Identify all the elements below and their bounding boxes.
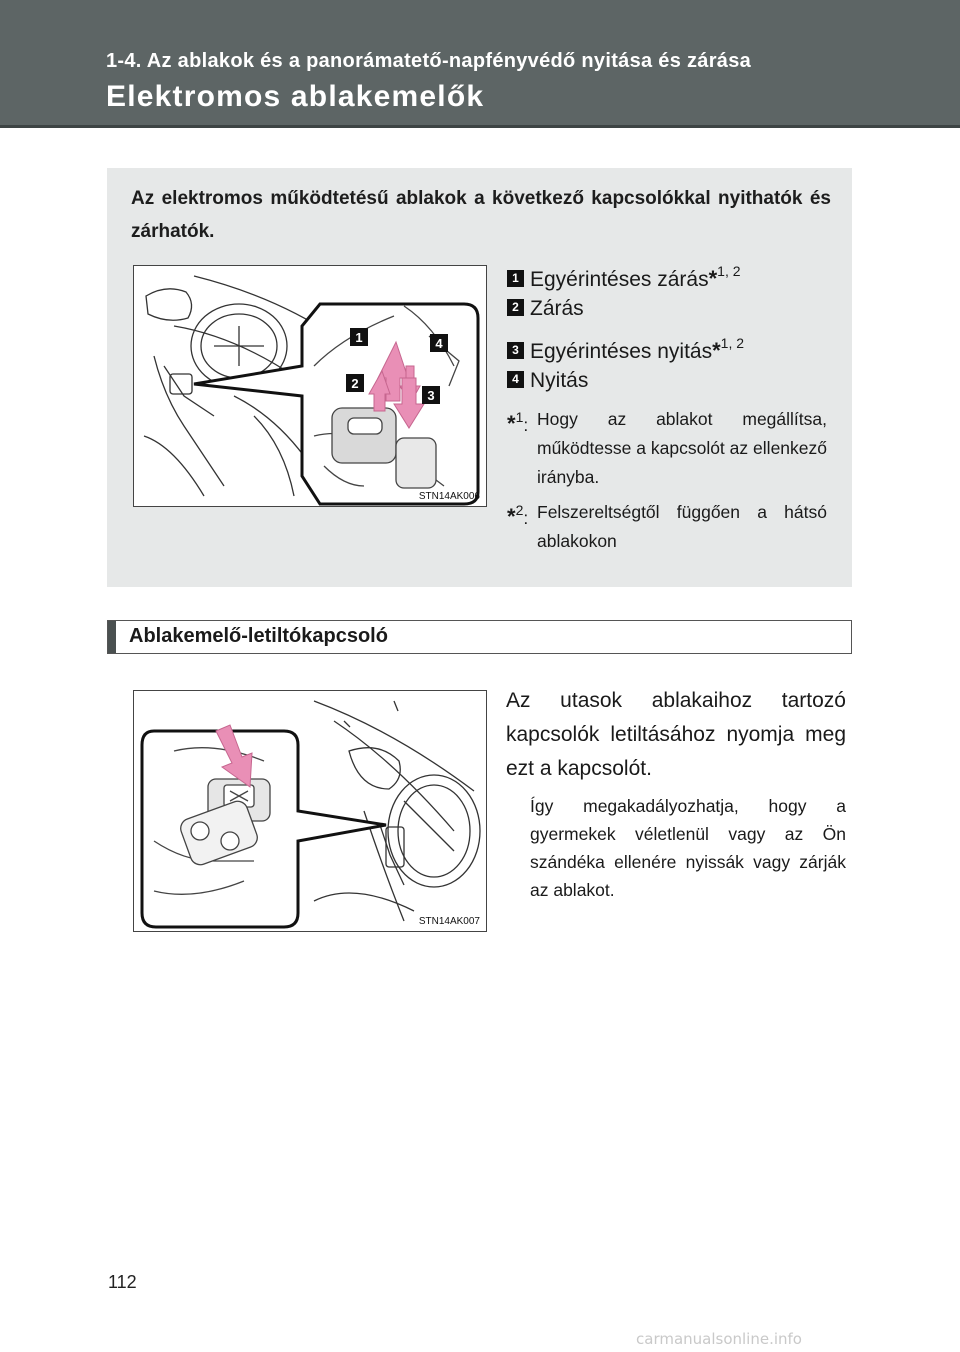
figure-code: STN14AK007: [418, 916, 480, 927]
legend-number: 3: [507, 342, 524, 359]
footnote-1: *$^1$: Hogy az ablakot megállítsa, működtesse a kapcsolót az ellenkező irányba.: [507, 405, 827, 492]
intro-text: Az elektromos működtetésű ablakok a következő kapcsolókkal nyithatók és zárhatók.: [131, 188, 831, 242]
footnote-star: *: [507, 503, 516, 529]
footnote-2: *$^2$: Felszereltségtől függően a hátsó ablakokon: [507, 498, 827, 556]
footnote-star: *: [712, 338, 721, 363]
badge-3: 3: [427, 388, 435, 403]
page-number: 112: [108, 1272, 137, 1292]
legend-item-3: [507, 330, 745, 363]
lock-instruction: Az utasok ablakaihoz tartozó kapcsolók letiltásához nyomja meg ezt a kapcsolót.: [506, 689, 846, 780]
page-title: Elektromos ablakemelők: [106, 80, 485, 113]
page-header: [0, 0, 960, 128]
lock-explanation: Így megakadályozhatja, hogy a gyermekek véletlenül vagy az Ön szándéka ellenére nyissák vagy zárják az ablakot.: [530, 796, 846, 900]
badge-2: 2: [351, 376, 359, 391]
window-switch-illustration: [133, 265, 487, 507]
watermark: carmanualsonline.info: [636, 1330, 802, 1348]
footnote-text: Hogy az ablakot megállítsa, működtesse a kapcsolót az ellenkező irányba.: [537, 409, 827, 487]
subsection-title: Ablakemelő-letiltókapcsoló: [129, 625, 388, 647]
legend-item-2: [507, 294, 584, 324]
subsection-header: [107, 620, 852, 654]
footnote-number: 1: [515, 409, 524, 425]
figure-code: STN14AK006: [418, 491, 480, 502]
legend-number: 1: [507, 270, 524, 287]
subsection-bar: [108, 621, 116, 653]
footnote-text: Felszereltségtől függően a hátsó ablakokon: [537, 502, 827, 551]
legend-label: Egyérintéses nyitás: [530, 340, 713, 363]
legend-number: 4: [507, 371, 524, 388]
badge-4: 4: [435, 336, 443, 351]
header-divider: [0, 125, 960, 128]
lock-switch-illustration: [133, 690, 487, 932]
footnote-ref: 1, 2: [720, 335, 745, 351]
footnote-star: *: [708, 266, 718, 291]
badge-1: 1: [355, 330, 363, 345]
footnote-number: 2: [515, 502, 524, 518]
legend-label: Egyérintéses zárás: [530, 268, 709, 291]
footnote-star: *: [507, 410, 516, 436]
legend-item-1: [507, 258, 741, 291]
lock-switch-drawing: [134, 691, 486, 931]
window-switch-drawing: [134, 266, 486, 506]
footnote-ref: 1, 2: [717, 263, 741, 279]
legend-label: Nyitás: [530, 369, 589, 392]
legend-number: 2: [507, 299, 524, 316]
legend-item-4: [507, 366, 588, 396]
legend-label: Zárás: [530, 297, 584, 320]
section-title: 1-4. Az ablakok és a panorámatető-napfényvédő nyitása és zárása: [106, 50, 752, 72]
